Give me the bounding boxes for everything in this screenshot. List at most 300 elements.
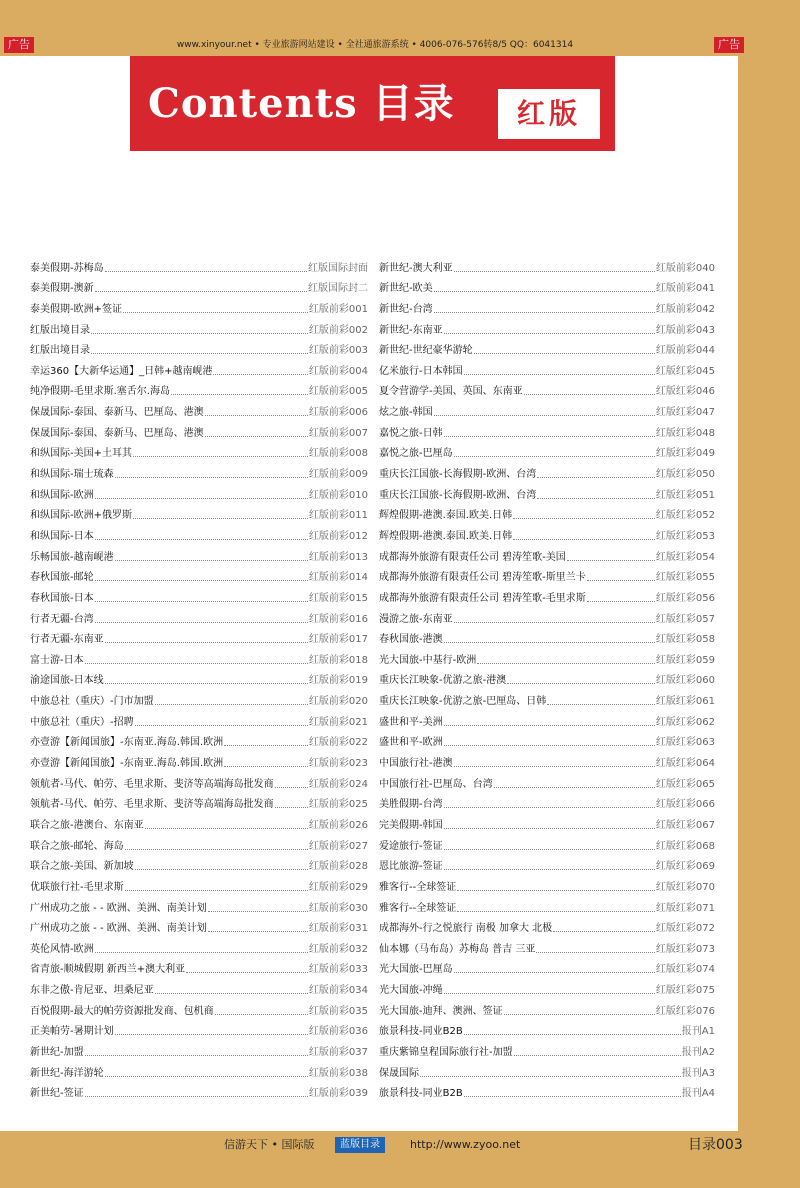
toc-entry-title: 旅景科技-同业B2B: [379, 1026, 463, 1038]
toc-entry-title: 雅客行--全球签证: [379, 881, 457, 893]
toc-dot-leader: [133, 517, 308, 519]
toc-entry-page: 红版前彩008: [308, 448, 368, 460]
toc-entry-page: 红版前彩036: [308, 1026, 368, 1038]
toc-dot-leader: [444, 435, 655, 437]
toc-entry-title: 新世纪-加盟: [30, 1046, 84, 1058]
toc-entry-page: 红版红彩045: [655, 365, 715, 377]
toc-entry-title: 新世纪-东南亚: [379, 324, 443, 336]
toc-entry-page: 红版红彩060: [655, 675, 715, 687]
toc-entry-page: 红版红彩053: [655, 530, 715, 542]
toc-dot-leader: [553, 930, 655, 932]
toc-entry-page: 红版前彩015: [308, 592, 368, 604]
toc-dot-leader: [444, 848, 655, 850]
toc-entry-page: 红版前彩005: [308, 386, 368, 398]
ad-tag-left: 广告: [4, 37, 34, 53]
toc-entry[interactable]: [379, 894, 715, 915]
toc-entry-title: 广州成功之旅 - - 欧洲、美洲、南美计划: [30, 923, 207, 935]
toc-entry[interactable]: [30, 357, 368, 378]
toc-entry-title: 广州成功之旅 - - 欧洲、美洲、南美计划: [30, 902, 207, 914]
toc-entry[interactable]: [379, 791, 715, 812]
toc-dot-leader: [514, 1054, 681, 1056]
toc-entry-title: 成都海外旅游有限责任公司 碧涛笙歌-毛里求斯: [379, 592, 586, 604]
toc-entry[interactable]: [30, 626, 368, 647]
toc-entry-page: 红版前彩042: [655, 303, 715, 315]
toc-entry-page: 红版前彩012: [308, 530, 368, 542]
toc-dot-leader: [587, 579, 655, 581]
toc-entry-page: 红版红彩071: [655, 902, 715, 914]
toc-entry[interactable]: [379, 853, 715, 874]
toc-entry[interactable]: [379, 543, 715, 564]
toc-entry[interactable]: [30, 502, 368, 523]
toc-entry-title: 光大国旅-中基行-欧洲: [379, 654, 477, 666]
toc-entry-title: 成都海外-行之悦旅行 南极 加拿大 北极: [379, 923, 553, 935]
toc-entry-title: 光大国旅-巴厘岛: [379, 964, 453, 976]
toc-entry-title: 百悦假期-最大的帕劳资源批发商、包机商: [30, 1005, 214, 1017]
toc-entry-title: 新世纪-欧美: [379, 283, 433, 295]
page-number: 目录003: [688, 1137, 743, 1153]
toc-entry-title: 新世纪-签证: [30, 1088, 84, 1100]
toc-entry-page: 红版前彩029: [308, 881, 368, 893]
toc-entry[interactable]: [379, 254, 715, 275]
toc-entry[interactable]: [30, 832, 368, 853]
toc-entry-title: 辉煌假期-港澳.泰国.欧美.日韩: [379, 530, 513, 542]
toc-dot-leader: [135, 724, 308, 726]
toc-entry-title: 亿米旅行-日本韩国: [379, 365, 463, 377]
footer-edition-badge: 蓝版目录: [335, 1137, 385, 1153]
toc-entry[interactable]: [30, 460, 368, 481]
toc-entry[interactable]: [30, 749, 368, 770]
toc-entry-page: 红版红彩064: [655, 758, 715, 770]
toc-dot-leader: [587, 600, 655, 602]
toc-entry-title: 行者无疆-东南亚: [30, 634, 104, 646]
toc-dot-leader: [444, 806, 655, 808]
toc-entry-page: 红版前彩044: [655, 345, 715, 357]
toc-entry-title: 重庆长江国旅-长海假期-欧洲、台湾: [379, 469, 537, 481]
toc-entry-page: 红版红彩075: [655, 985, 715, 997]
toc-dot-leader: [95, 579, 308, 581]
toc-right-column: [379, 254, 715, 1100]
bottom-band: [0, 1131, 800, 1188]
toc-entry[interactable]: [30, 440, 368, 461]
toc-dot-leader: [444, 724, 655, 726]
toc-dot-leader: [115, 476, 308, 478]
toc-entry[interactable]: [30, 956, 368, 977]
toc-entry-page: 红版红彩074: [655, 964, 715, 976]
toc-entry[interactable]: [379, 522, 715, 543]
toc-dot-leader: [155, 992, 308, 994]
toc-entry[interactable]: [379, 915, 715, 936]
toc-entry[interactable]: [30, 687, 368, 708]
toc-entry[interactable]: [30, 646, 368, 667]
toc-entry-title: 完美假期-韩国: [379, 819, 443, 831]
toc-entry[interactable]: [30, 337, 368, 358]
toc-entry-page: 红版前彩037: [308, 1046, 368, 1058]
toc-entry-title: 重庆长江国旅-长海假期-欧洲、台湾: [379, 489, 537, 501]
toc-entry-page: 红版红彩052: [655, 510, 715, 522]
toc-entry-title: 美胜假期-台湾: [379, 799, 443, 811]
contents-title-block: [130, 56, 615, 151]
toc-entry-page: 红版红彩073: [655, 943, 715, 955]
toc-entry[interactable]: [30, 791, 368, 812]
toc-entry[interactable]: [379, 275, 715, 296]
toc-entry[interactable]: [30, 873, 368, 894]
toc-entry-title: 和纵国际-瑞士琉森: [30, 469, 114, 481]
toc-dot-leader: [85, 662, 308, 664]
toc-entry[interactable]: [379, 398, 715, 419]
toc-entry-page: 红版红彩062: [655, 716, 715, 728]
toc-entry-page: 红版红彩057: [655, 613, 715, 625]
toc-entry[interactable]: [379, 502, 715, 523]
footer-brand: 信游天下 • 国际版: [224, 1138, 315, 1151]
toc-entry[interactable]: [30, 1038, 368, 1059]
toc-entry[interactable]: [30, 1059, 368, 1080]
toc-dot-leader: [275, 786, 308, 788]
toc-entry-page: 红版红彩061: [655, 696, 715, 708]
toc-entry-title: 领航者-马代、帕劳、毛里求斯、斐济等高端海岛批发商: [30, 778, 274, 790]
toc-entry-title: 盛世和平-欧洲: [379, 737, 443, 749]
toc-entry[interactable]: [30, 1080, 368, 1101]
toc-entry-title: 优联旅行社-毛里求斯: [30, 881, 124, 893]
toc-entry-page: 红版前彩004: [308, 365, 368, 377]
toc-entry[interactable]: [379, 295, 715, 316]
toc-dot-leader: [567, 559, 655, 561]
toc-dot-leader: [474, 352, 655, 354]
toc-dot-leader: [123, 311, 308, 313]
toc-entry[interactable]: [379, 811, 715, 832]
toc-entry-page: 红版红彩067: [655, 819, 715, 831]
toc-entry[interactable]: [379, 337, 715, 358]
toc-entry-page: 红版前彩018: [308, 654, 368, 666]
toc-dot-leader: [105, 270, 307, 272]
toc-entry-title: 和纵国际-欧洲: [30, 489, 94, 501]
toc-entry[interactable]: [379, 378, 715, 399]
toc-entry-title: 仙本娜（马布岛）苏梅岛 普吉 三亚: [379, 943, 536, 955]
toc-entry-page: 红版前彩027: [308, 840, 368, 852]
toc-entry-page: 红版前彩034: [308, 985, 368, 997]
toc-entry[interactable]: [379, 1018, 715, 1039]
toc-dot-leader: [95, 290, 307, 292]
toc-entry[interactable]: [379, 564, 715, 585]
toc-entry-title: 旅景科技-同业B2B: [379, 1088, 463, 1100]
toc-entry-title: 夏令营游学-美国、英国、东南亚: [379, 386, 523, 398]
toc-entry[interactable]: [30, 770, 368, 791]
toc-entry[interactable]: [379, 1059, 715, 1080]
toc-entry-page: 红版前彩007: [308, 427, 368, 439]
toc-entry-page: 红版前彩013: [308, 551, 368, 563]
toc-entry-page: 红版前彩032: [308, 943, 368, 955]
toc-entry-page: 红版前彩011: [308, 510, 368, 522]
toc-entry-page: 报刊A2: [681, 1046, 715, 1058]
toc-dot-leader: [91, 332, 308, 334]
toc-entry[interactable]: [379, 687, 715, 708]
toc-entry-page: 红版前彩031: [308, 923, 368, 935]
toc-entry-title: 嘉悦之旅-巴厘岛: [379, 448, 453, 460]
toc-entry-page: 红版红彩059: [655, 654, 715, 666]
toc-dot-leader: [434, 414, 655, 416]
toc-entry-page: 红版红彩046: [655, 386, 715, 398]
toc-entry-title: 新世纪-台湾: [379, 303, 433, 315]
toc-entry[interactable]: [379, 708, 715, 729]
toc-entry-page: 红版前彩028: [308, 861, 368, 873]
toc-dot-leader: [434, 290, 655, 292]
toc-dot-leader: [95, 497, 308, 499]
toc-entry-title: 亦壹游【新闻国旅】-东南亚.海岛.韩国.欧洲: [30, 758, 224, 770]
toc-entry[interactable]: [379, 749, 715, 770]
toc-dot-leader: [513, 517, 655, 519]
toc-dot-leader: [464, 373, 655, 375]
toc-entry[interactable]: [379, 646, 715, 667]
toc-dot-leader: [444, 992, 655, 994]
toc-entry-page: 红版红彩068: [655, 840, 715, 852]
toc-entry-page: 红版前彩039: [308, 1088, 368, 1100]
toc-dot-leader: [133, 455, 308, 457]
toc-entry[interactable]: [30, 894, 368, 915]
toc-entry[interactable]: [30, 1018, 368, 1039]
toc-dot-leader: [547, 703, 655, 705]
toc-entry-title: 泰美假期-澳新: [30, 283, 94, 295]
toc-entry-title: 英伦风情-欧洲: [30, 943, 94, 955]
toc-entry-page: 红版红彩048: [655, 427, 715, 439]
toc-entry-page: 红版红彩056: [655, 592, 715, 604]
toc-entry-page: 红版红彩058: [655, 634, 715, 646]
toc-entry[interactable]: [30, 564, 368, 585]
toc-entry[interactable]: [30, 708, 368, 729]
toc-entry-page: 红版前彩014: [308, 572, 368, 584]
toc-dot-leader: [536, 951, 655, 953]
toc-entry-page: 红版前彩025: [308, 799, 368, 811]
toc-dot-leader: [444, 641, 655, 643]
toc-entry-page: 红版前彩035: [308, 1005, 368, 1017]
toc-dot-leader: [457, 889, 655, 891]
toc-entry-page: 红版红彩072: [655, 923, 715, 935]
toc-entry-title: 新世纪-澳大利亚: [379, 262, 453, 274]
toc-entry-page: 红版前彩017: [308, 634, 368, 646]
toc-entry-title: 渝途国旅-日本线: [30, 675, 104, 687]
toc-dot-leader: [507, 682, 655, 684]
toc-entry[interactable]: [30, 584, 368, 605]
toc-entry[interactable]: [379, 956, 715, 977]
toc-dot-leader: [434, 311, 655, 313]
edition-badge: 红版: [498, 89, 600, 139]
toc-dot-leader: [115, 559, 308, 561]
toc-dot-leader: [444, 827, 655, 829]
toc-entry[interactable]: [30, 419, 368, 440]
toc-dot-leader: [105, 641, 308, 643]
toc-entry-page: 红版红彩051: [655, 489, 715, 501]
toc-entry-page: 红版前彩033: [308, 964, 368, 976]
toc-entry[interactable]: [379, 667, 715, 688]
toc-dot-leader: [504, 1013, 655, 1015]
toc-entry[interactable]: [379, 770, 715, 791]
toc-entry-page: 红版前彩030: [308, 902, 368, 914]
toc-entry-title: 雅客行--全球签证: [379, 902, 457, 914]
toc-entry[interactable]: [30, 667, 368, 688]
footer-url[interactable]: http://www.zyoo.net: [410, 1138, 521, 1151]
toc-entry-title: 正美帕劳-暑期计划: [30, 1026, 114, 1038]
toc-entry-title: 和纵国际-欧洲+俄罗斯: [30, 510, 132, 522]
toc-entry-title: 光大国旅-迪拜、澳洲、签证: [379, 1005, 503, 1017]
toc-dot-leader: [457, 910, 655, 912]
toc-dot-leader: [85, 1054, 308, 1056]
toc-entry[interactable]: [30, 976, 368, 997]
toc-dot-leader: [208, 910, 308, 912]
toc-entry-title: 和纵国际-日本: [30, 530, 94, 542]
toc-entry-page: 红版红彩076: [655, 1005, 715, 1017]
toc-entry-title: 春秋国旅-日本: [30, 592, 94, 604]
toc-entry[interactable]: [30, 915, 368, 936]
toc-dot-leader: [215, 1013, 308, 1015]
toc-entry-title: 和纵国际-美国+土耳其: [30, 448, 132, 460]
toc-dot-leader: [105, 682, 308, 684]
toc-entry-title: 幸运360【大新华运通】_日韩+越南岘港: [30, 365, 213, 377]
toc-entry[interactable]: [379, 1038, 715, 1059]
toc-entry[interactable]: [30, 605, 368, 626]
toc-entry-title: 中国旅行社-港澳: [379, 758, 453, 770]
toc-entry-page: 报刊A4: [681, 1088, 715, 1100]
toc-entry-page: 红版前彩040: [655, 262, 715, 274]
toc-entry[interactable]: [379, 357, 715, 378]
toc-entry[interactable]: [379, 997, 715, 1018]
toc-dot-leader: [95, 600, 308, 602]
toc-entry[interactable]: [30, 853, 368, 874]
toc-entry-title: 新世纪-世纪豪华游轮: [379, 345, 473, 357]
toc-dot-leader: [85, 1095, 308, 1097]
toc-dot-leader: [224, 744, 308, 746]
toc-dot-leader: [95, 951, 308, 953]
toc-entry-title: 恩比旅游-签证: [379, 861, 443, 873]
toc-dot-leader: [464, 1033, 681, 1035]
toc-entry-title: 省青旅-顺城假期 新西兰+澳大利亚: [30, 964, 186, 976]
toc-entry-title: 泰美假期-苏梅岛: [30, 262, 104, 274]
toc-entry[interactable]: [379, 935, 715, 956]
toc-dot-leader: [95, 538, 308, 540]
toc-entry[interactable]: [30, 378, 368, 399]
toc-dot-leader: [105, 1075, 308, 1077]
toc-entry-page: 红版前彩019: [308, 675, 368, 687]
toc-entry[interactable]: [379, 584, 715, 605]
toc-entry-title: 重庆长江映象-优游之旅-港澳: [379, 675, 507, 687]
toc-entry[interactable]: [30, 811, 368, 832]
toc-dot-leader: [454, 270, 655, 272]
toc-entry-title: 联合之旅-邮轮、海岛: [30, 840, 124, 852]
toc-entry-page: 红版前彩024: [308, 778, 368, 790]
toc-entry-page: 红版国际封面: [308, 262, 368, 274]
toc-entry-title: 重庆长江映象-优游之旅-巴厘岛、日韩: [379, 696, 547, 708]
toc-dot-leader: [513, 538, 655, 540]
toc-dot-leader: [213, 373, 307, 375]
toc-entry-page: 报刊A3: [681, 1067, 715, 1079]
toc-entry-page: 红版红彩069: [655, 861, 715, 873]
toc-entry-page: 红版前彩038: [308, 1067, 368, 1079]
toc-entry[interactable]: [379, 440, 715, 461]
toc-entry[interactable]: [379, 316, 715, 337]
toc-entry-page: 红版前彩041: [655, 283, 715, 295]
toc-entry-page: 红版前彩020: [308, 696, 368, 708]
toc-entry-page: 红版前彩023: [308, 758, 368, 770]
toc-entry[interactable]: [379, 976, 715, 997]
toc-entry[interactable]: [379, 605, 715, 626]
toc-dot-leader: [186, 971, 308, 973]
toc-entry[interactable]: [30, 997, 368, 1018]
toc-entry[interactable]: [30, 398, 368, 419]
toc-entry-page: 红版前彩022: [308, 737, 368, 749]
ad-tag-right: 广告: [714, 37, 744, 53]
toc-entry-page: 红版前彩003: [308, 345, 368, 357]
toc-entry[interactable]: [30, 295, 368, 316]
toc-entry-title: 光大国旅-冲绳: [379, 985, 443, 997]
toc-dot-leader: [464, 1095, 681, 1097]
toc-entry-page: 红版红彩063: [655, 737, 715, 749]
toc-entry-page: 红版红彩054: [655, 551, 715, 563]
toc-entry-title: 红版出境目录: [30, 345, 90, 357]
toc-entry[interactable]: [30, 543, 368, 564]
toc-dot-leader: [95, 621, 308, 623]
toc-entry-page: 红版前彩006: [308, 407, 368, 419]
toc-dot-leader: [115, 1033, 308, 1035]
toc-entry-page: 红版前彩043: [655, 324, 715, 336]
toc-entry[interactable]: [379, 481, 715, 502]
toc-dot-leader: [135, 868, 308, 870]
toc-entry-title: 成都海外旅游有限责任公司 碧涛笙歌-斯里兰卡: [379, 572, 586, 584]
toc-entry[interactable]: [379, 460, 715, 481]
toc-entry-page: 红版红彩049: [655, 448, 715, 460]
toc-entry[interactable]: [379, 873, 715, 894]
toc-entry-title: 中旅总社（重庆）-招聘: [30, 716, 134, 728]
toc-entry-page: 红版红彩047: [655, 407, 715, 419]
toc-dot-leader: [537, 497, 655, 499]
toc-entry-title: 富士游-日本: [30, 654, 84, 666]
toc-entry[interactable]: [30, 481, 368, 502]
toc-entry-title: 保晟国际: [379, 1067, 419, 1079]
toc-dot-leader: [275, 806, 308, 808]
toc-entry[interactable]: [30, 935, 368, 956]
header-contact-line: www.xinyour.net • 专业旅游网站建设 • 全社通旅游系统 • 4006-076-576转8/5 QQ：6041314: [176, 40, 574, 50]
toc-dot-leader: [454, 971, 655, 973]
toc-dot-leader: [205, 435, 308, 437]
toc-entry[interactable]: [30, 316, 368, 337]
toc-entry-title: 联合之旅-港澳台、东南亚: [30, 819, 144, 831]
toc-entry[interactable]: [379, 729, 715, 750]
toc-dot-leader: [477, 662, 655, 664]
toc-entry-title: 纯净假期-毛里求斯.塞舌尔.海岛: [30, 386, 170, 398]
toc-entry-title: 盛世和平-美洲: [379, 716, 443, 728]
toc-entry[interactable]: [379, 419, 715, 440]
toc-entry-page: 红版红彩070: [655, 881, 715, 893]
toc-entry[interactable]: [379, 1080, 715, 1101]
toc-entry-title: 保晟国际-泰国、泰新马、巴厘岛、港澳: [30, 407, 204, 419]
toc-entry-page: 红版前彩002: [308, 324, 368, 336]
toc-entry[interactable]: [30, 275, 368, 296]
page-title: Contents 目录: [148, 80, 455, 127]
toc-dot-leader: [205, 414, 308, 416]
toc-entry[interactable]: [379, 832, 715, 853]
toc-entry[interactable]: [30, 729, 368, 750]
toc-entry-title: 爱途旅行-签证: [379, 840, 443, 852]
toc-dot-leader: [444, 744, 655, 746]
toc-entry-title: 新世纪-海洋游轮: [30, 1067, 104, 1079]
toc-entry-title: 中国旅行社-巴厘岛、台湾: [379, 778, 493, 790]
toc-entry-title: 重庆紫锦皇程国际旅行社-加盟: [379, 1046, 513, 1058]
toc-entry-page: 红版红彩055: [655, 572, 715, 584]
toc-entry[interactable]: [30, 254, 368, 275]
toc-entry-title: 泰美假期-欧洲+签证: [30, 303, 122, 315]
toc-entry-page: 红版前彩016: [308, 613, 368, 625]
toc-entry[interactable]: [379, 626, 715, 647]
toc-entry[interactable]: [30, 522, 368, 543]
toc-dot-leader: [524, 393, 655, 395]
toc-entry-title: 成都海外旅游有限责任公司 碧涛笙歌-美国: [379, 551, 566, 563]
toc-dot-leader: [224, 765, 308, 767]
